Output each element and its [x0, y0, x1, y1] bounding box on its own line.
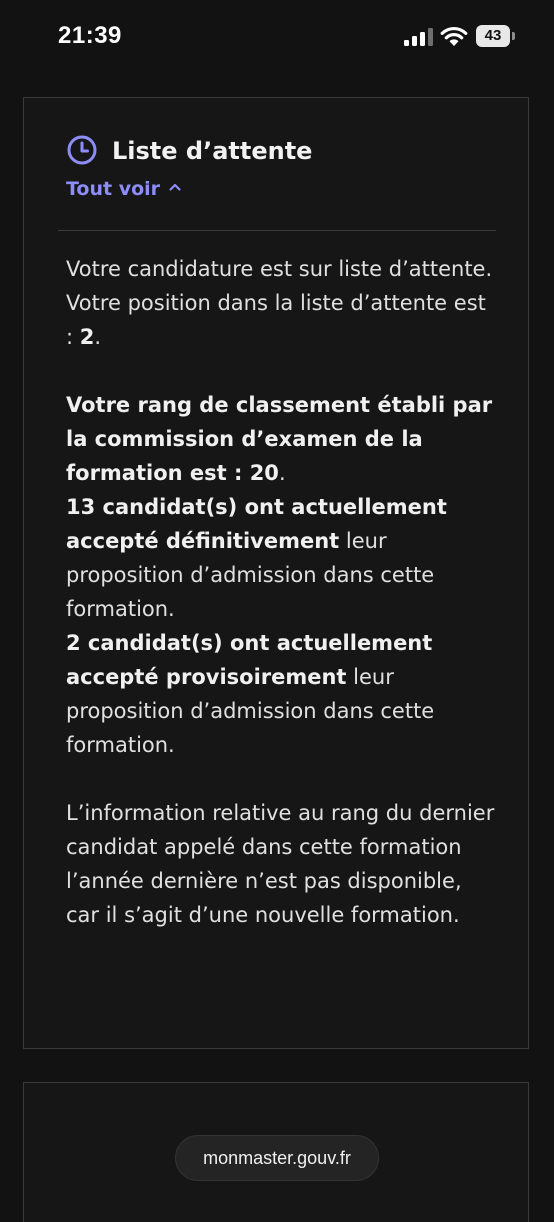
battery-icon	[476, 25, 516, 47]
battery-level: 43	[484, 27, 502, 44]
provisional-count: 2 candidat(s) ont actuellement accepté provisoirement	[66, 631, 433, 689]
card-title: Liste d’attente	[112, 137, 313, 165]
ranking-paragraph: Votre rang de classement établi par la commission d’examen de la formation est : 20. 13 candidat(s) ont actuellement accepté définitivement leur proposition d’admission dans cette formation. 2 candidat(s) ont actuellement accepté provisoirement leur proposition d’admission dans cette formation.	[66, 393, 493, 757]
last-rank-info-paragraph: L’information relative au rang du dernier candidat appelé dans cette formation l’année dernière n’est pas disponible, car il s’agit d’une nouvelle formation.	[66, 801, 495, 927]
card-body	[66, 252, 498, 932]
browser-url-bar[interactable]	[175, 1135, 379, 1181]
toggle-label: Tout voir	[66, 178, 161, 200]
clock-icon	[66, 134, 98, 166]
toggle-details-link[interactable]	[66, 176, 182, 202]
status-bar	[0, 0, 554, 78]
url-text: monmaster.gouv.fr	[203, 1148, 351, 1168]
status-time: 21:39	[58, 22, 122, 49]
divider	[58, 230, 496, 231]
waiting-position: 2	[79, 325, 95, 349]
waiting-status-paragraph: Votre candidature est sur liste d’attente. Votre position dans la liste d’attente est : 2.	[66, 257, 493, 349]
chevron-up-icon	[168, 180, 182, 194]
cellular-signal-icon	[404, 28, 434, 46]
definitive-count: 13 candidat(s) ont actuellement accepté définitivement	[66, 495, 447, 553]
wifi-icon	[440, 25, 468, 47]
waiting-list-card	[23, 97, 529, 1049]
rank-text: Votre rang de classement établi par la commission d’examen de la formation est : 20	[66, 393, 493, 485]
